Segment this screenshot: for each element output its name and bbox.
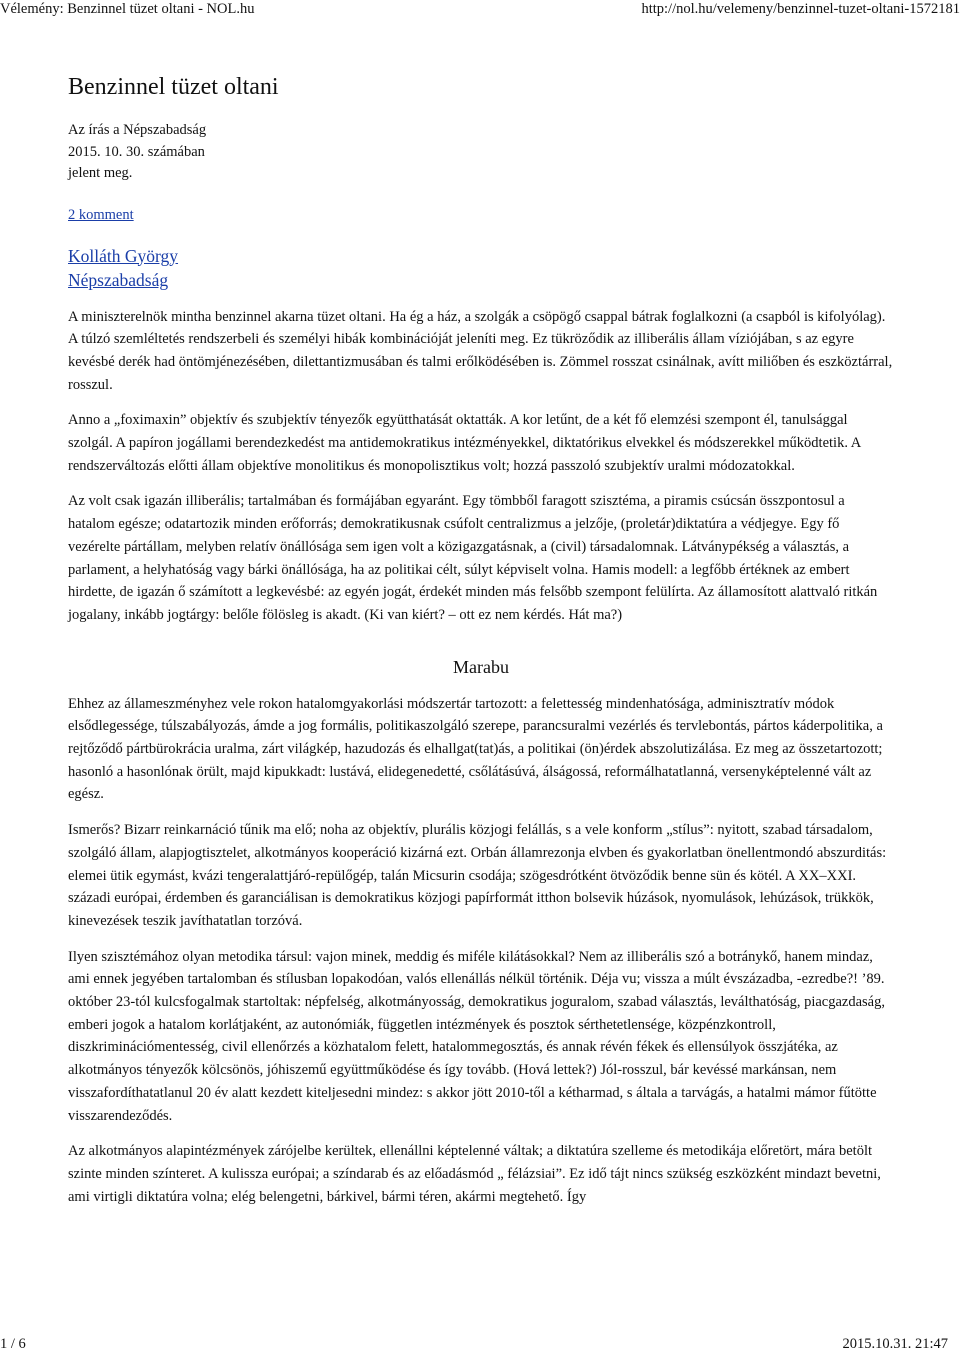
- publication-note-line: jelent meg.: [68, 165, 133, 181]
- print-header: [0, 0, 960, 22]
- page-number: 1 / 6: [0, 1336, 26, 1352]
- publication-note: [68, 120, 894, 185]
- article: [68, 72, 894, 1221]
- print-timestamp: 2015.10.31. 21:47: [842, 1336, 948, 1352]
- article-title: Benzinnel tüzet oltani: [68, 74, 279, 100]
- article-paragraph: A miniszterelnök mintha benzinnel akarna tüzet oltani. Ha ég a ház, a szolgák a csöpögő csappal bátrak foglalkozni (a csapból is kifolyólag). A túlzó szemléltetés rendszerbeli és személyi hibák kombinációját jeleníti meg. Ez tükröződik az illiberális állam víziójában, s az egyre kevésbé derék had öntömjénezésében, dilettantizmusában és talmi erőlködésében is. Zömmel rosszat csinálnak, avítt miliőben és eszköztárral, rosszul.: [68, 308, 893, 393]
- article-paragraph: Ilyen szisztémához olyan metodika társul: vajon minek, meddig és miféle kilátásokkal? Nem az illiberális szó a botránykő, hanem mindaz, ami ennek jegyében tartalomban és stílusban lopakodóan, valós ellenállás nélkül történik. Déja vu; vissza a múlt évszázadba, -ezredbe?! ’89. október 23-tól kulcsfogalmak startoltak: népfelség, alkotmányosság, demokratikus joguralom, szabad választás, leválthatóság, piacgazdaság, emberi jogok a hatalom korlátjaként, az autonómiák, független intézmények és posztok sérthetetlensége, közpénzkontroll, diszkriminációmentesség, civil ellenőrzés a közhatalom felett, hatalommegosztás, és annak révén fékek és ellensúlyok összjátéka, az alkotmányos tényezők kölcsönös, jóhiszemű együttműködése és így tovább. (Hová lettek?) Jól-rosszul, bár kevéssé markánsan, nem visszafordíthatatlanul 20 év alatt kezdett kiteljesedni mindez: s akkor jött 2010-től a kétharmad, s általa a tarvágás, a hatalmi mámor fűtötte visszarendeződés.: [68, 948, 885, 1124]
- author-link[interactable]: Kolláth György: [68, 245, 179, 266]
- print-page-title: Vélemény: Benzinnel tüzet oltani - NOL.hu: [0, 1, 255, 17]
- comments-link[interactable]: 2 komment: [68, 206, 134, 223]
- byline: [68, 244, 894, 292]
- source-link[interactable]: Népszabadság: [68, 269, 169, 290]
- article-paragraph: Anno a „foximaxin” objektív és szubjektív tényezők együtthatását oktatták. A kor letűnt, de a két fő elemzési szempont él, tanulsággal szolgál. A papíron jogállami berendezkedést ma antidemokratikus intézményekkel, diktatórikus elvekkel és módszerekkel működtetik. A rendszerváltozás előtti állam objektíve monolitikus és monopolisztikus volt; hozzá passzoló szubjektív uralmi módozatokkal.: [68, 412, 861, 474]
- section-heading: Marabu: [453, 656, 509, 677]
- print-footer: [0, 1335, 960, 1353]
- article-paragraph: Ehhez az állameszményhez vele rokon hatalomgyakorlási módszertár tartozott: a felettesség mindenhatósága, adminisztratív módok elsődlegessége, túlszabályozás, ámde a jog formális, politikaszolgáló szerepe, parancsuralmi vezérlés és tervlebontás, pártos káderpolitika, a rejtőződő pártbürokrácia uralma, zárt világkép, hazudozás és elhallgat(tat)ás, a politikai (ön)érdek abszolutizálása. Ez meg az összetartozott; hasonló a hasonlónak örült, majd kipukkadt: lustává, elidegenedetté, csőlátásúvá, álságossá, reformálhatatlanná, versenyképtelenné vált az egész.: [68, 695, 883, 803]
- article-paragraph: Az alkotmányos alapintézmények zárójelbe kerültek, ellenállni képtelenné váltak; a diktatúra szelleme és metodikája előretört, mára betölt szinte minden színteret. A kulissza európai; a színdarab és az előadásmód „ félázsiai”. Ez idő tájt nincs szükség eszközként mindazt bevetni, ami virtigli diktatúra volna; elég belengetni, bárkivel, bármi téren, akármi megtehető. Így: [68, 1143, 881, 1205]
- article-paragraph: Az volt csak igazán illiberális; tartalmában és formájában egyaránt. Egy tömbből faragott szisztéma, a piramis csúcsán összpontosul a hatalom egésze; odatartozik minden erőforrás; demokratikusnak csúfolt centralizmus a jelzője, (proletár)diktatúra a védjegye. Egy fő vezérelte pártállam, melyben relatív önállósága sem igen volt a közigazgatásnak, a (civil) társadalomnak. Látványpékség a választás, a parlament, a helyhatóság vagy bárki önállósága, ha az politikai célt, súlyt képviselt volna. Hamis modell: a legfőbb értéknek az embert hirdette, de igazán ő számított a legkevésbé: az egyén jogát, érdekét minden más felsőbb szempont felülírta. Az államosított alattvaló ritkán jogalany, inkább jogtárgy: belőle fölösleg is akadt. (Ki van kiért? – ott ez nem kérdés. Hát ma?): [68, 493, 878, 623]
- publication-note-line: Az írás a Népszabadság: [68, 122, 207, 138]
- print-url: http://nol.hu/velemeny/benzinnel-tuzet-oltani-1572181: [641, 1, 960, 17]
- publication-note-line: 2015. 10. 30. számában: [68, 143, 205, 160]
- article-paragraph: Ismerős? Bizarr reinkarnáció tűnik ma elő; noha az objektív, plurális közjogi felállás, s a vele konform „stílus”: nyitott, szabad társadalom, szolgáló állam, alapjogtisztelet, alkotmányos kooperáció kizárná ezt. Orbán államrezonja elvben és gyakorlatban önellentmondó abszurditás: elemei ütik egymást, kvázi tengeralattjáró-repülőgép, talán Micsurin csodája; szögesdrótként ötvöződik benne sün és kötél. A XX–XXI. századi európai, érdemben és garanciálisan is demokratikus közjogi papírformát itthon bolsevik húzások, nyomulások, lehúzások, trükkök, kinevezések teszik javíthatatlan torzóvá.: [68, 822, 887, 929]
